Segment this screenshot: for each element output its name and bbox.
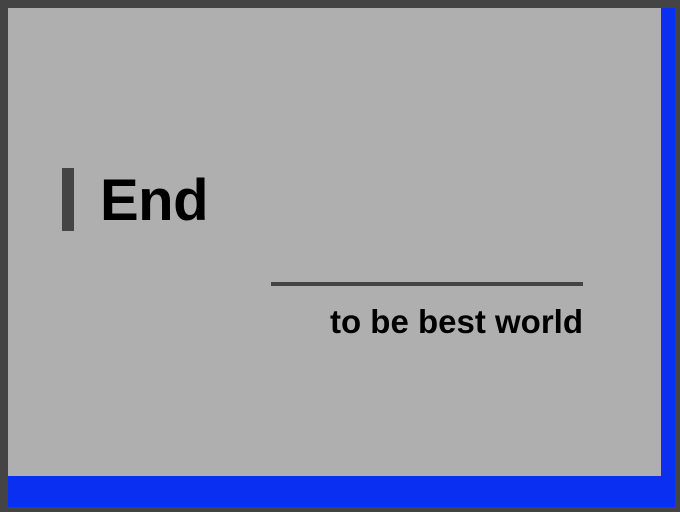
- subtitle-divider: [271, 282, 583, 286]
- slide-title: End: [100, 168, 209, 233]
- slide-canvas: [8, 8, 661, 476]
- slide-subtitle: to be best world: [329, 303, 583, 340]
- title-accent-bar: [62, 168, 74, 231]
